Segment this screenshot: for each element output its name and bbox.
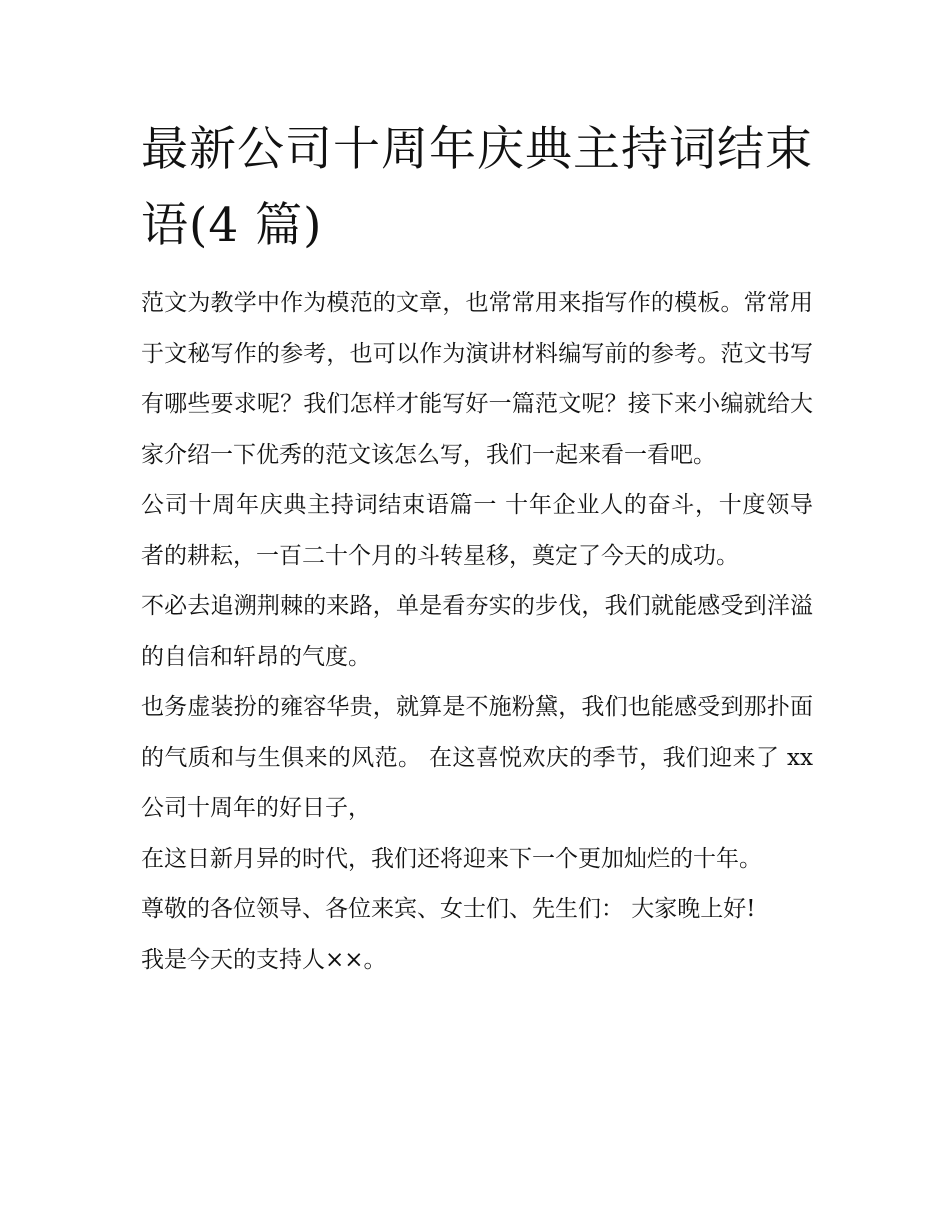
paragraph-4: 在这日新月异的时代，我们还将迎来下一个更加灿烂的十年。	[141, 845, 762, 872]
paragraph-3: 也务虚装扮的雍容华贵，就算是不施粉黛，我们也能感受到那扑面的气质和与生俱来的风范。 在这喜悦欢庆的季节，我们迎来了 xx 公司十周年的好日子，	[141, 694, 813, 821]
paragraph-5: 尊敬的各位领导、各位来宾、女士们、先生们： 大家晚上好!	[141, 896, 756, 922]
paragraph-intro: 范文为教学中作为模范的文章，也常常用来指写作的模板。常常用于文秘写作的参考，也可以作为演讲材料编写前的参考。范文书写有哪些要求呢？我们怎样才能写好一篇范文呢？接下来小编就给大家介绍一下优秀的范文该怎么写，我们一起来看一看吧。	[141, 290, 813, 468]
document-title: 最新公司十周年庆典主持词结束语(4 篇)	[141, 122, 813, 253]
paragraph-1: 公司十周年庆典主持词结束语篇一 十年企业人的奋斗，十度领导者的耕耘，一百二十个月的斗转星移，奠定了今天的成功。	[141, 492, 813, 569]
paragraph-2: 不必去追溯荆棘的来路，单是看夯实的步伐，我们就能感受到洋溢的自信和轩昂的气度。	[141, 593, 813, 670]
paragraph-6: 我是今天的支持人××。	[141, 946, 387, 973]
document-page	[141, 112, 813, 985]
